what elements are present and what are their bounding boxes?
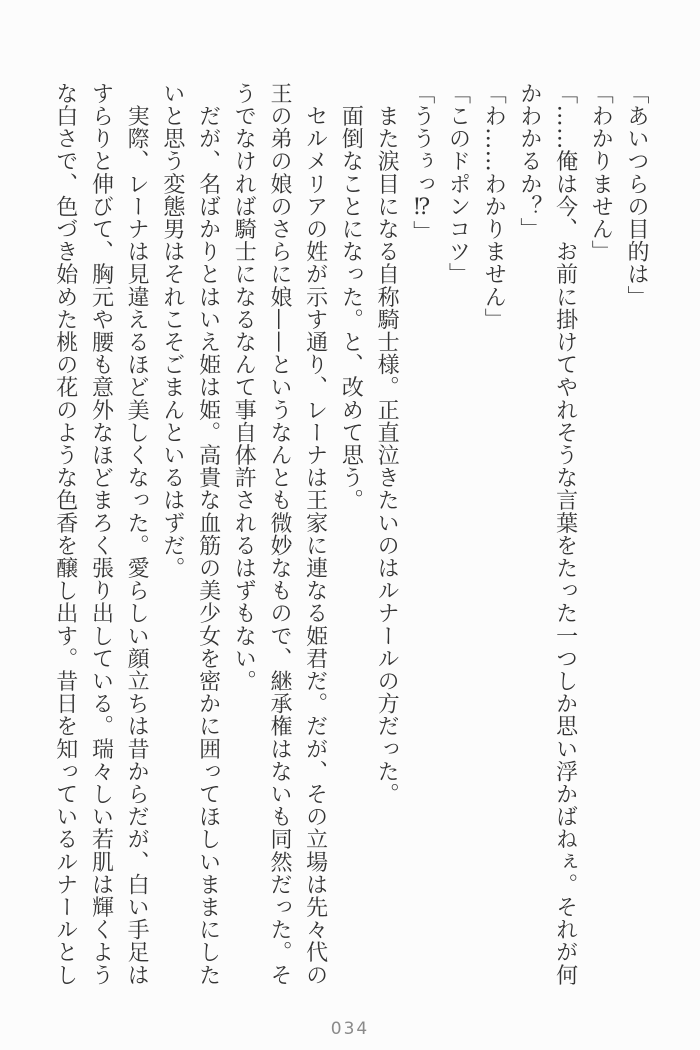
text-line: な白さで、色づき始めた桃の花のような色香を醸し出す。昔日を知っているルナールとし	[52, 82, 78, 986]
text-line: 「ううぅっ⁉」	[409, 82, 435, 244]
text-line: だが、名ばかりとはいえ姫は姫。高貴な血筋の美少女を密かに囲ってほしいままにした	[195, 82, 221, 986]
text-line: 面倒なことになった。と、改めて思う。	[338, 82, 364, 512]
text-line: 「このドポンコツ」	[445, 82, 471, 286]
text-line: また涙目になる自称騎士様。正直泣きたいのはルナールの方だった。	[374, 82, 400, 806]
text-line: 「……俺は今、お前に掛けてやれそうな言葉をたった一つしか思い浮かばねぇ。それが何	[552, 82, 578, 986]
text-line: かわかるか？」	[516, 82, 542, 241]
text-line: 実際、レーナは見違えるほど美しくなった。愛らしい顔立ちは昔からだが、白い手足は	[124, 82, 150, 986]
text-line: 「わかりません」	[588, 82, 614, 263]
page-number: 034	[330, 1019, 370, 1039]
text-line: 王の弟の娘のさらに娘——というなんとも微妙なもので、継承権はないも同然だった。そ	[266, 82, 292, 986]
text-line: セルメリアの姓が示す通り、レーナは王家に連なる姫君だ。だが、その立場は先々代の	[302, 82, 328, 986]
text-line: 「あいつらの目的は」	[624, 82, 649, 308]
text-line: すらりと伸びて、胸元や腰も意外なほどまろく張り出している。瑞々しい若肌は輝くよう	[88, 82, 114, 986]
text-line: いと思う変態男はそれこそごまんといるはずだ。	[159, 82, 185, 580]
text-line: 「わ……わかりません」	[481, 82, 507, 331]
vertical-text-block	[47, 82, 654, 994]
text-line: うでなければ騎士になるなんて事自体許されるはずもない。	[231, 82, 257, 693]
